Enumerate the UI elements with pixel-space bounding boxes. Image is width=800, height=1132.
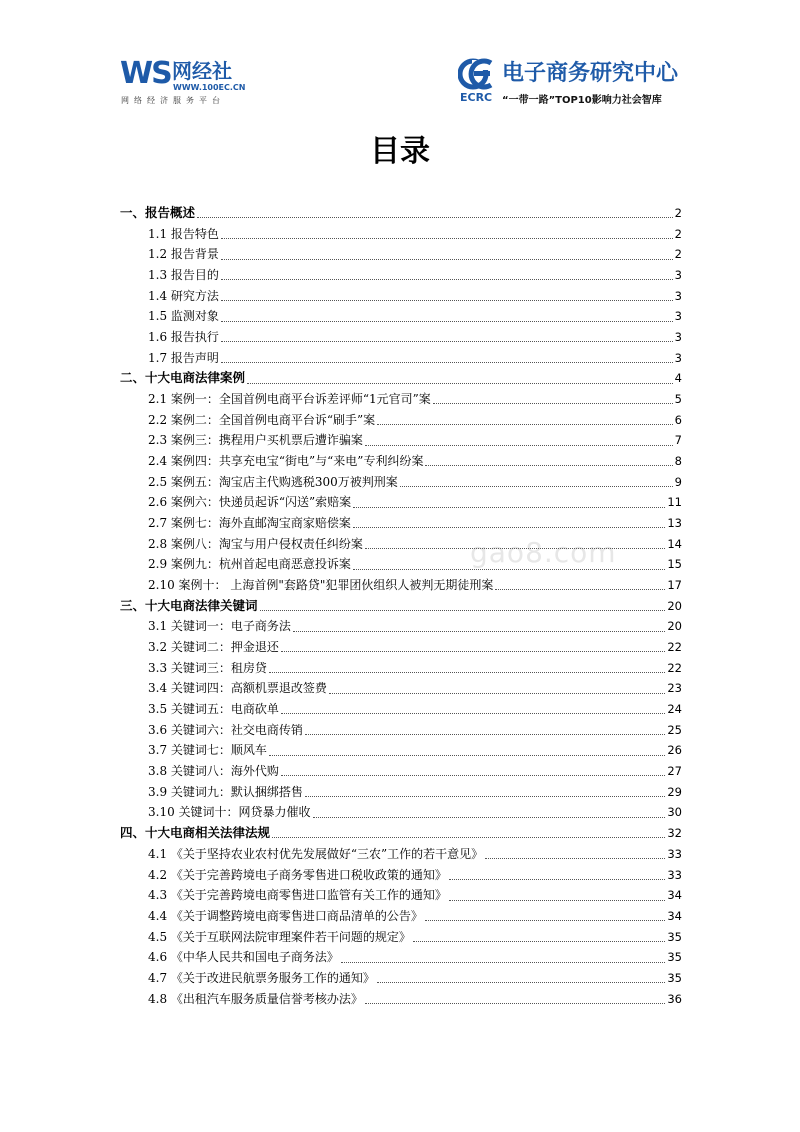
toc-page-number: 35 (667, 929, 682, 944)
toc-page-number: 2 (674, 247, 682, 262)
toc-entry-title: 4.7 《关于改进民航票务服务工作的通知》 (148, 970, 375, 985)
toc-entry-title: 三、十大电商法律关键词 (120, 597, 258, 613)
toc-page-number: 3 (674, 268, 682, 283)
toc-page-number: 36 (667, 991, 682, 1006)
toc-section-entry[interactable] (120, 947, 682, 968)
ecrc-logo (458, 58, 688, 108)
toc-dot-leader (449, 899, 665, 901)
toc-dot-leader (313, 816, 666, 818)
toc-section-entry[interactable] (120, 306, 682, 327)
toc-page-number: 27 (667, 764, 682, 779)
toc-dot-leader (221, 320, 673, 322)
toc-page-number: 13 (667, 516, 682, 531)
toc-page-number: 4 (674, 371, 682, 386)
toc-dot-leader (353, 526, 665, 528)
toc-entry-title: 4.4 《关于调整跨境电商零售进口商品清单的公告》 (148, 908, 423, 923)
toc-entry-title: 2.4 案例四：共享充电宝“街电”与“来电”专利纠纷案 (148, 454, 424, 469)
toc-section-entry[interactable] (120, 761, 682, 782)
toc-section-entry[interactable] (120, 720, 682, 741)
toc-entry-title: 3.1 关键词一：电子商务法 (148, 619, 291, 634)
ecrc-logo-name: 电子商务研究中心 (502, 61, 679, 86)
toc-section-entry[interactable] (120, 658, 682, 679)
toc-entry-title: 1.6 报告执行 (148, 330, 219, 345)
toc-entry-title: 3.6 关键词六：社交电商传销 (148, 722, 303, 737)
toc-page-number: 20 (667, 619, 682, 634)
toc-chapter-entry[interactable] (120, 823, 682, 844)
toc-section-entry[interactable] (120, 410, 682, 431)
toc-dot-leader (341, 961, 665, 963)
toc-page-number: 3 (674, 288, 682, 303)
toc-dot-leader (197, 216, 673, 218)
toc-page-number: 26 (667, 743, 682, 758)
toc-page-number: 7 (674, 433, 682, 448)
toc-dot-leader (305, 795, 665, 797)
toc-entry-title: 3.10 关键词十：网贷暴力催收 (148, 805, 311, 820)
toc-entry-title: 1.4 研究方法 (148, 288, 219, 303)
toc-entry-title: 1.7 报告声明 (148, 350, 219, 365)
toc-section-entry[interactable] (120, 286, 682, 307)
toc-dot-leader (221, 237, 673, 239)
toc-page-number: 35 (667, 950, 682, 965)
toc-dot-leader (365, 444, 673, 446)
toc-entry-title: 3.5 关键词五：电商砍单 (148, 702, 279, 717)
toc-entry-title: 2.10 案例十： 上海首例"套路贷"犯罪团伙组织人被判无期徒刑案 (148, 578, 494, 593)
toc-section-entry[interactable] (120, 637, 682, 658)
toc-page-number: 35 (667, 970, 682, 985)
toc-section-entry[interactable] (120, 265, 682, 286)
toc-dot-leader (269, 754, 665, 756)
toc-entry-title: 3.2 关键词二：押金退还 (148, 640, 279, 655)
toc-section-entry[interactable] (120, 865, 682, 886)
toc-section-entry[interactable] (120, 885, 682, 906)
toc-dot-leader (221, 340, 673, 342)
toc-entry-title: 2.3 案例三：携程用户买机票后遭诈骗案 (148, 433, 363, 448)
toc-dot-leader (221, 258, 673, 260)
toc-entry-title: 2.1 案例一：全国首例电商平台诉差评师“1元官司”案 (148, 392, 431, 407)
toc-dot-leader (272, 836, 665, 838)
toc-entry-title: 1.1 报告特色 (148, 226, 219, 241)
toc-entry-title: 二、十大电商法律案例 (120, 370, 246, 386)
toc-dot-leader (329, 692, 665, 694)
toc-page-number: 5 (674, 392, 682, 407)
toc-entry-title: 2.6 案例六：快递员起诉“闪送”索赔案 (148, 495, 352, 510)
toc-dot-leader (281, 712, 665, 714)
toc-entry-title: 3.7 关键词七：顺风车 (148, 743, 267, 758)
toc-entry-title: 1.2 报告背景 (148, 247, 219, 262)
toc-section-entry[interactable] (120, 224, 682, 245)
toc-section-entry[interactable] (120, 740, 682, 761)
toc-section-entry[interactable] (120, 327, 682, 348)
toc-dot-leader (293, 630, 665, 632)
toc-dot-leader (425, 464, 672, 466)
toc-section-entry[interactable] (120, 678, 682, 699)
toc-page-number: 29 (667, 784, 682, 799)
toc-chapter-entry[interactable] (120, 203, 682, 224)
toc-page-number: 33 (667, 846, 682, 861)
toc-entry-title: 四、十大电商相关法律法规 (120, 825, 271, 841)
toc-section-entry[interactable] (120, 802, 682, 823)
toc-entry-title: 1.3 报告目的 (148, 268, 219, 283)
toc-dot-leader (221, 278, 673, 280)
toc-dot-leader (485, 857, 665, 859)
toc-page-number: 15 (667, 557, 682, 572)
toc-dot-leader (365, 1002, 665, 1004)
toc-page-number: 11 (667, 495, 682, 510)
ecrc-logo-tagline: “一带一路”TOP10影响力社会智库 (502, 95, 662, 106)
toc-page-number: 3 (674, 330, 682, 345)
toc-page-number: 8 (674, 454, 682, 469)
ecrc-logo-abbr: ECRC (460, 91, 493, 104)
toc-entry-title: 3.3 关键词三：租房贷 (148, 660, 267, 675)
toc-section-entry[interactable] (120, 989, 682, 1010)
page-header (0, 0, 800, 120)
toc-dot-leader (247, 382, 673, 384)
toc-dot-leader (353, 506, 665, 508)
toc-dot-leader (413, 940, 665, 942)
toc-section-entry[interactable] (120, 472, 682, 493)
toc-section-entry[interactable] (120, 348, 682, 369)
toc-section-entry[interactable] (120, 616, 682, 637)
toc-page-number: 33 (667, 867, 682, 882)
toc-entry-title: 2.2 案例二：全国首例电商平台诉“刷手”案 (148, 412, 376, 427)
toc-entry-title: 4.3 《关于完善跨境电商零售进口监管有关工作的通知》 (148, 888, 447, 903)
toc-page-number: 3 (674, 309, 682, 324)
ws-logo-mark: WS (120, 56, 171, 91)
toc-dot-leader (495, 588, 665, 590)
toc-dot-leader (449, 878, 665, 880)
toc-dot-leader (260, 609, 666, 611)
page-title: 目录 (370, 134, 430, 169)
toc-section-entry[interactable] (120, 844, 682, 865)
toc-dot-leader (281, 774, 665, 776)
toc-section-entry[interactable] (120, 389, 682, 410)
ecrc-logo-icon (458, 58, 498, 92)
toc-section-entry[interactable] (120, 492, 682, 513)
toc-dot-leader (425, 919, 665, 921)
toc-section-entry[interactable] (120, 782, 682, 803)
toc-dot-leader (305, 733, 665, 735)
toc-page-number: 17 (667, 578, 682, 593)
toc-page-number: 9 (674, 474, 682, 489)
toc-dot-leader (433, 402, 673, 404)
toc-chapter-entry[interactable] (120, 368, 682, 389)
toc-entry-title: 3.9 关键词九：默认捆绑搭售 (148, 784, 303, 799)
toc-page-number: 2 (674, 226, 682, 241)
toc-page-number: 22 (667, 640, 682, 655)
toc-page-number: 23 (667, 681, 682, 696)
toc-dot-leader (377, 981, 665, 983)
toc-entry-title: 2.8 案例八：淘宝与用户侵权责任纠纷案 (148, 536, 363, 551)
toc-entry-title: 一、报告概述 (120, 205, 196, 220)
toc-section-entry[interactable] (120, 513, 682, 534)
toc-entry-title: 1.5 监测对象 (148, 309, 219, 324)
toc-entry-title: 4.6 《中华人民共和国电子商务法》 (148, 950, 339, 965)
wangjingshe-logo (120, 58, 260, 108)
toc-dot-leader (281, 650, 665, 652)
toc-section-entry[interactable] (120, 927, 682, 948)
toc-section-entry[interactable] (120, 699, 682, 720)
toc-entry-title: 4.2 《关于完善跨境电子商务零售进口税收政策的通知》 (148, 867, 447, 882)
table-of-contents (120, 203, 682, 1009)
toc-section-entry[interactable] (120, 451, 682, 472)
toc-page-number: 34 (667, 908, 682, 923)
ws-logo-name: 网经社 (172, 59, 232, 83)
toc-section-entry[interactable] (120, 906, 682, 927)
toc-page-number: 30 (667, 805, 682, 820)
toc-dot-leader (377, 423, 673, 425)
toc-section-entry[interactable] (120, 968, 682, 989)
toc-entry-title: 4.8 《出租汽车服务质量信誉考核办法》 (148, 991, 363, 1006)
toc-page-number: 20 (667, 598, 682, 613)
toc-chapter-entry[interactable] (120, 596, 682, 617)
toc-entry-title: 3.8 关键词八：海外代购 (148, 764, 279, 779)
toc-page-number: 22 (667, 660, 682, 675)
toc-page-number: 32 (667, 826, 682, 841)
toc-entry-title: 3.4 关键词四：高额机票退改签费 (148, 681, 327, 696)
toc-dot-leader (221, 361, 673, 363)
watermark: gao8.com (470, 536, 617, 569)
toc-entry-title: 4.5 《关于互联网法院审理案件若干问题的规定》 (148, 929, 411, 944)
toc-page-number: 34 (667, 888, 682, 903)
toc-entry-title: 2.9 案例九：杭州首起电商恶意投诉案 (148, 557, 351, 572)
toc-page-number: 14 (667, 536, 682, 551)
ws-logo-tagline: 网络经济服务平台 (121, 96, 225, 105)
toc-dot-leader (221, 299, 673, 301)
toc-page-number: 25 (667, 722, 682, 737)
toc-section-entry[interactable] (120, 430, 682, 451)
toc-entry-title: 2.5 案例五：淘宝店主代购逃税300万被判刑案 (148, 474, 398, 489)
toc-section-entry[interactable] (120, 575, 682, 596)
toc-dot-leader (400, 485, 673, 487)
toc-page-number: 24 (667, 702, 682, 717)
toc-page-number: 6 (674, 412, 682, 427)
toc-dot-leader (269, 671, 665, 673)
toc-entry-title: 4.1 《关于坚持农业农村优先发展做好“三农”工作的若干意见》 (148, 846, 484, 861)
toc-page-number: 3 (674, 350, 682, 365)
toc-page-number: 2 (674, 206, 682, 220)
ws-logo-url: WWW.100EC.CN (173, 83, 246, 92)
toc-entry-title: 2.7 案例七：海外直邮淘宝商家赔偿案 (148, 516, 351, 531)
toc-section-entry[interactable] (120, 244, 682, 265)
